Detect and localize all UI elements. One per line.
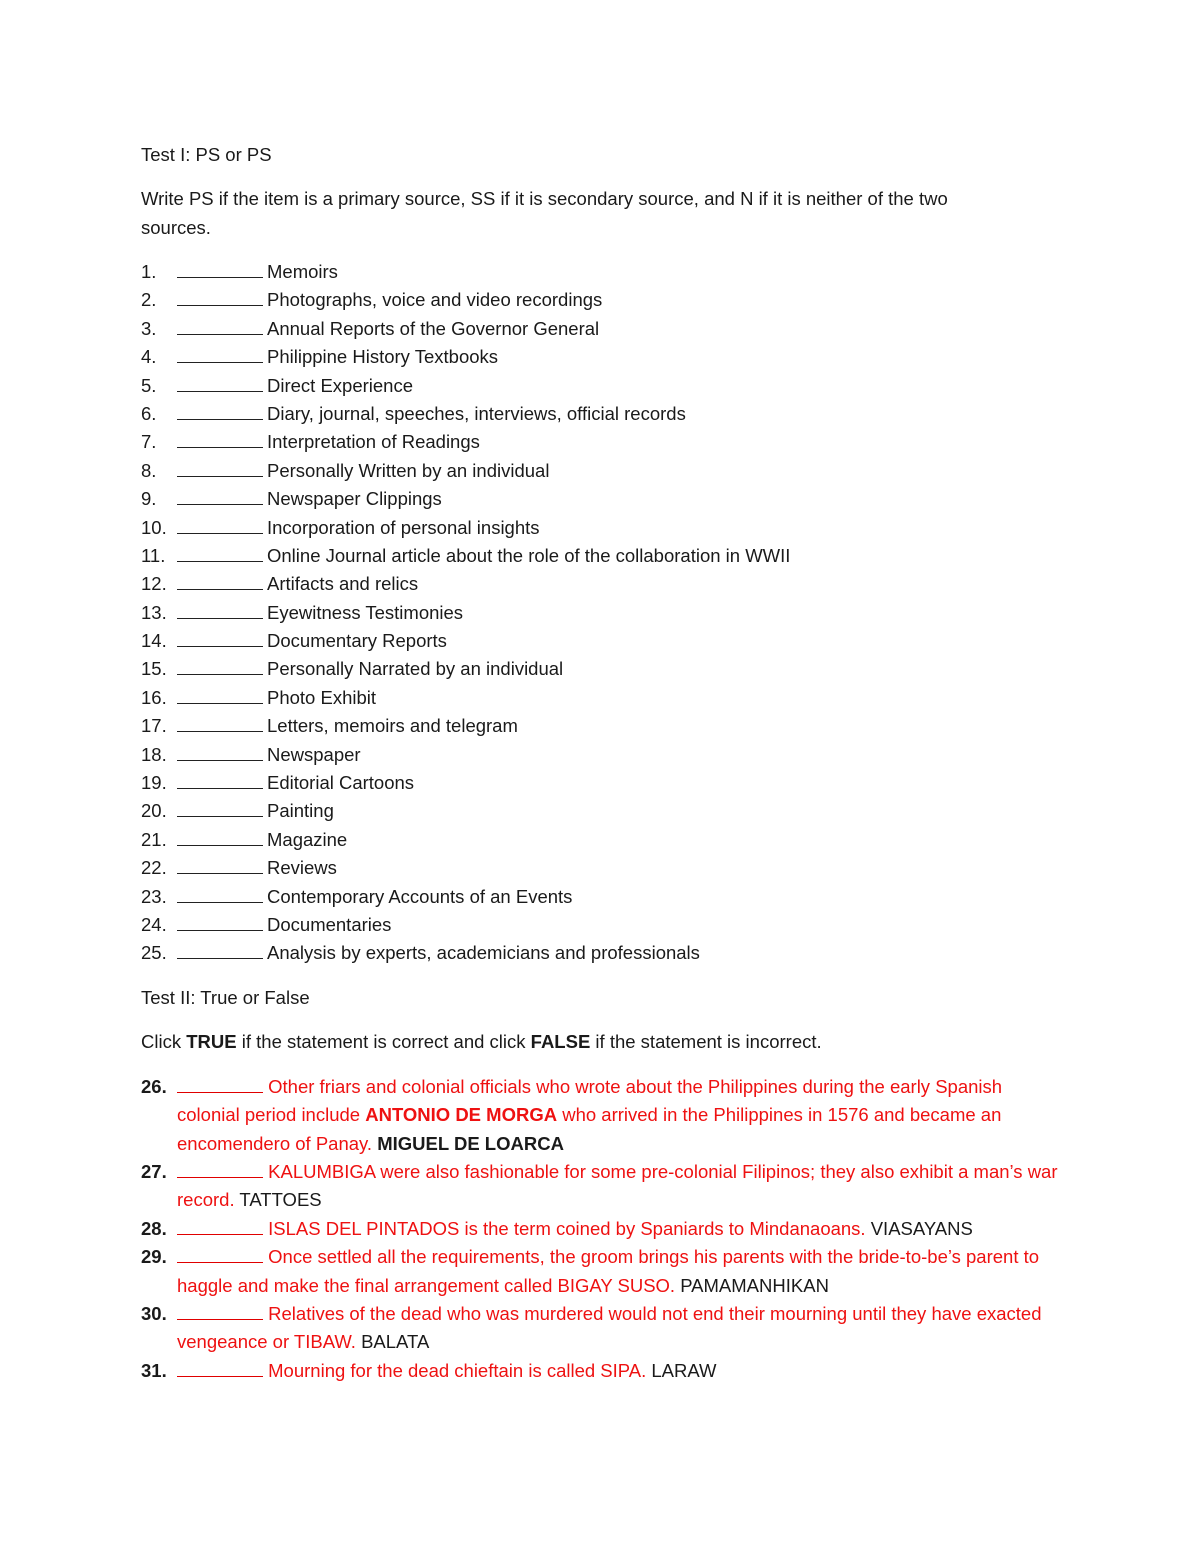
answer-correction: PAMAMANHIKAN <box>680 1274 829 1296</box>
item-text: Newspaper <box>267 743 361 765</box>
question-text: Mourning for the dead chieftain is called SIPA. <box>263 1359 647 1381</box>
test2-title: Test II: True or False <box>141 986 310 1008</box>
item-number: 12. <box>141 573 167 595</box>
item-text: Direct Experience <box>267 374 414 396</box>
list-item <box>141 570 1061 598</box>
answer-blank[interactable] <box>177 1300 263 1320</box>
item-text: Editorial Cartoons <box>267 772 415 794</box>
answer-blank[interactable] <box>177 741 263 761</box>
answer-blank[interactable] <box>177 258 263 278</box>
answer-blank[interactable] <box>177 372 263 392</box>
answer-blank[interactable] <box>177 854 263 874</box>
answer-blank[interactable] <box>177 1073 263 1093</box>
question-text: KALUMBIGA were also fashionable for some pre-colonial Filipinos; they also exhibit a man’s war record. <box>177 1160 1058 1211</box>
list-item <box>141 258 1061 286</box>
question-31 <box>141 1357 1062 1385</box>
test2-instructions <box>141 1028 1061 1056</box>
item-text: Interpretation of Readings <box>267 431 480 453</box>
answer-blank[interactable] <box>177 514 263 534</box>
list-item <box>141 599 1061 627</box>
item-number: 17. <box>141 715 167 737</box>
answer-blank[interactable] <box>177 400 263 420</box>
item-number: 7. <box>141 431 157 453</box>
item-text: Philippine History Textbooks <box>267 346 499 368</box>
test2-list <box>141 1073 1061 1385</box>
item-number: 22. <box>141 857 167 879</box>
item-number: 24. <box>141 913 167 935</box>
list-item <box>141 769 1061 797</box>
list-item <box>141 343 1061 371</box>
answer-blank[interactable] <box>177 1215 263 1235</box>
answer-blank[interactable] <box>177 655 263 675</box>
item-number: 3. <box>141 317 157 339</box>
answer-blank[interactable] <box>177 911 263 931</box>
list-item <box>141 741 1061 769</box>
list-item <box>141 514 1061 542</box>
question-28 <box>141 1215 1062 1243</box>
item-text: Magazine <box>267 828 348 850</box>
instr-part3: if the statement is incorrect. <box>590 1030 822 1052</box>
item-text: Eyewitness Testimonies <box>267 601 464 623</box>
item-text: Annual Reports of the Governor General <box>267 317 600 339</box>
list-item <box>141 797 1061 825</box>
answer-blank[interactable] <box>177 883 263 903</box>
test1-list <box>141 258 1061 968</box>
list-item <box>141 428 1061 456</box>
question-26 <box>141 1073 1062 1158</box>
answer-blank[interactable] <box>177 315 263 335</box>
question-27 <box>141 1158 1062 1215</box>
question-30 <box>141 1300 1062 1357</box>
answer-blank[interactable] <box>177 1158 263 1178</box>
item-number: 14. <box>141 630 167 652</box>
item-text: Personally Narrated by an individual <box>267 658 564 680</box>
answer-blank[interactable] <box>177 428 263 448</box>
document-page <box>141 141 1061 1385</box>
item-number: 8. <box>141 459 157 481</box>
list-item <box>141 939 1061 967</box>
item-number: 11. <box>141 544 166 566</box>
item-number: 1. <box>141 261 157 282</box>
answer-blank[interactable] <box>177 684 263 704</box>
question-text: Relatives of the dead who was murdered would not end their mourning until they have exacted vengeance or TIBAW. <box>177 1303 1042 1353</box>
list-item <box>141 485 1061 513</box>
question-text-cont: who arrived in the Philippines in 1576 and became an encomendero of Panay. <box>177 1104 1002 1154</box>
answer-blank[interactable] <box>177 1243 263 1263</box>
list-item <box>141 372 1061 400</box>
list-item <box>141 627 1061 655</box>
item-number: 16. <box>141 686 167 708</box>
item-number: 10. <box>141 516 167 538</box>
answer-correction: MIGUEL DE LOARCA <box>377 1132 564 1154</box>
question-number: 31. <box>141 1359 167 1381</box>
item-text: Photographs, voice and video recordings <box>267 289 603 311</box>
item-text: Reviews <box>267 857 337 879</box>
item-number: 21. <box>141 828 167 850</box>
test1-title: Test I: PS or PS <box>141 144 272 165</box>
answer-blank[interactable] <box>177 939 263 959</box>
item-number: 18. <box>141 743 167 765</box>
instr-part1: Click <box>141 1030 187 1052</box>
answer-blank[interactable] <box>177 542 263 562</box>
item-number: 23. <box>141 885 167 907</box>
answer-blank[interactable] <box>177 570 263 590</box>
question-number: 29. <box>141 1246 167 1268</box>
item-text: Photo Exhibit <box>267 686 377 708</box>
item-text: Painting <box>267 800 334 822</box>
item-number: 19. <box>141 772 167 794</box>
question-number: 28. <box>141 1217 167 1239</box>
item-text: Artifacts and relics <box>267 573 419 595</box>
answer-correction: BALATA <box>361 1331 430 1353</box>
question-number: 26. <box>141 1075 167 1097</box>
answer-correction: VIASAYANS <box>870 1217 973 1239</box>
item-number: 15. <box>141 658 167 680</box>
item-number: 5. <box>141 374 157 396</box>
list-item <box>141 883 1061 911</box>
answer-blank[interactable] <box>177 1357 263 1377</box>
instr-part2: if the statement is correct and click <box>236 1030 531 1052</box>
answer-blank[interactable] <box>177 797 263 817</box>
question-text: Other friars and colonial officials who wrote about the Philippines during the early Spanish colonial period include <box>177 1075 1003 1126</box>
answer-blank[interactable] <box>177 343 263 363</box>
list-item <box>141 712 1061 740</box>
list-item <box>141 315 1061 343</box>
item-number: 4. <box>141 346 157 368</box>
item-text: Letters, memoirs and telegram <box>267 715 518 737</box>
answer-correction: TATTOES <box>239 1189 322 1211</box>
list-item <box>141 400 1061 428</box>
item-number: 20. <box>141 800 167 822</box>
list-item <box>141 655 1061 683</box>
item-number: 25. <box>141 942 167 964</box>
item-text: Personally Written by an individual <box>267 459 550 481</box>
question-text: ISLAS DEL PINTADOS is the term coined by Spaniards to Mindanaoans. <box>263 1217 866 1239</box>
answer-blank[interactable] <box>177 769 263 789</box>
item-text: Documentaries <box>267 913 392 935</box>
question-text: Once settled all the requirements, the groom brings his parents with the bride-to-be’s parent to haggle and make the final arrangement called BIGAY SUSO. <box>177 1246 1040 1296</box>
item-text: Contemporary Accounts of an Events <box>267 885 573 907</box>
item-text: Online Journal article about the role of the collaboration in WWII <box>267 544 791 566</box>
answer-blank[interactable] <box>177 286 263 306</box>
list-item <box>141 854 1061 882</box>
answer-correction: LARAW <box>651 1359 717 1381</box>
item-number: 6. <box>141 402 157 424</box>
question-number: 30. <box>141 1303 167 1325</box>
list-item <box>141 542 1061 570</box>
question-keyword: ANTONIO DE MORGA <box>365 1104 558 1126</box>
question-29 <box>141 1243 1062 1300</box>
item-text: Memoirs <box>267 261 338 282</box>
item-text: Documentary Reports <box>267 630 447 652</box>
item-number: 9. <box>141 488 157 510</box>
list-item <box>141 286 1061 314</box>
list-item <box>141 911 1061 939</box>
instr-true-keyword: TRUE <box>186 1030 237 1052</box>
item-text: Diary, journal, speeches, interviews, official records <box>267 402 686 424</box>
question-number: 27. <box>141 1160 167 1182</box>
list-item <box>141 826 1061 854</box>
item-text: Incorporation of personal insights <box>267 516 540 538</box>
item-number: 13. <box>141 601 167 623</box>
answer-blank[interactable] <box>177 826 263 846</box>
answer-blank[interactable] <box>177 485 263 505</box>
test1-instructions: Write PS if the item is a primary source, SS if it is secondary source, and N if it is neither of the two sources. <box>141 188 948 238</box>
list-item <box>141 684 1061 712</box>
item-text: Analysis by experts, academicians and professionals <box>267 942 700 964</box>
answer-blank[interactable] <box>177 599 263 619</box>
answer-blank[interactable] <box>177 457 263 477</box>
answer-blank[interactable] <box>177 712 263 732</box>
instr-false-keyword: FALSE <box>530 1030 591 1052</box>
item-number: 2. <box>141 289 157 311</box>
answer-blank[interactable] <box>177 627 263 647</box>
item-text: Newspaper Clippings <box>267 488 442 510</box>
list-item <box>141 457 1061 485</box>
